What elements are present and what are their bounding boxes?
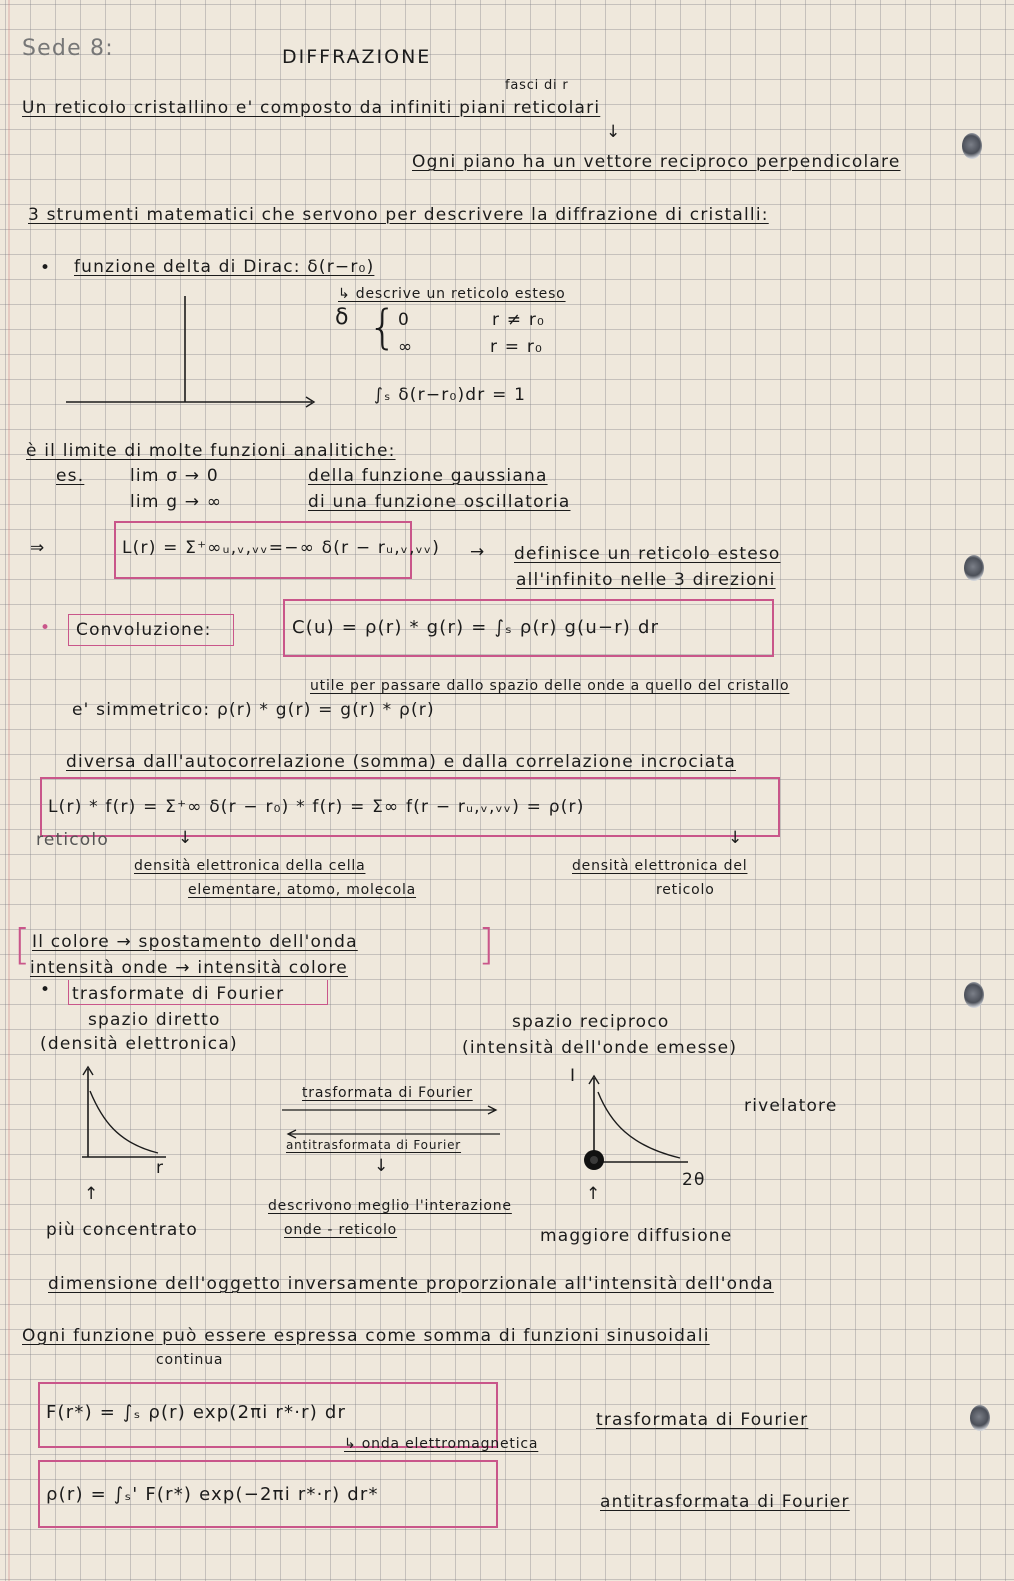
arrow-down: ↓ [178,828,194,848]
lesson-label: Sede 8: [22,36,114,61]
dimension-line: dimensione dell'oggetto inversamente proporzionale all'intensità dell'onda [48,1274,774,1294]
case2-value: ∞ [398,337,414,357]
fourier-title: trasformate di Fourier [72,984,285,1004]
arrow-down: ↓ [374,1156,390,1176]
binder-hole [962,133,982,159]
axis-2theta-label: 2θ [682,1170,706,1190]
lim2-desc: di una funzione oscillatoria [308,492,571,512]
space-recip-sub: (intensità dell'onde emesse) [462,1038,738,1058]
desc-interaction-1: descrivono meglio l'interazione [268,1198,512,1214]
axis-r-label: r [156,1158,165,1178]
dens-cell-1: densità elettronica della cella [134,858,366,874]
conv-title: Convoluzione: [76,620,212,640]
lattice-desc-1: definisce un reticolo esteso [514,544,781,564]
delta-symbol: δ [335,305,350,330]
lim1: lim σ → 0 [130,466,219,486]
aft-arrow-label: antitrasformata di Fourier [286,1138,462,1152]
binder-hole [964,555,984,581]
up-arrow: ↑ [84,1184,100,1204]
lattice-formula: L(r) = Σ⁺∞ᵤ,ᵥ,ᵥᵥ=−∞ δ(r − rᵤ,ᵥ,ᵥᵥ) [122,538,441,558]
lim2: lim g → ∞ [130,492,223,512]
direct-space-graph [78,1065,188,1180]
delta-graph [60,290,360,420]
dens-ret-2: reticolo [656,882,715,898]
bullet: • [40,980,52,1000]
tools-line: 3 strumenti matematici che servono per descrivere la diffrazione di cristalli: [28,205,769,225]
arrow-down: ↓ [606,122,622,142]
axis-I-label: I [570,1066,577,1086]
color-line-1: Il colore → spostamento dell'onda [32,932,358,952]
binder-hole [970,1405,990,1431]
arrow-down: ↓ [728,828,744,848]
bracket-right: ] [478,920,496,969]
more-diffusion: maggiore diffusione [540,1226,733,1246]
symmetric-line: e' simmetrico: ρ(r) * g(r) = g(r) * ρ(r) [72,700,435,720]
limit-title: è il limite di molte funzioni analitiche: [26,441,396,461]
implies-arrow: ⇒ [30,538,46,558]
ft-label: trasformata di Fourier [596,1410,809,1430]
bracket-left: [ [14,920,32,969]
delta-desc: ↳ descrive un reticolo esteso [338,286,566,302]
big-formula: L(r) * f(r) = Σ⁺∞ δ(r − r₀) * f(r) = Σ∞ f(r − rᵤ,ᵥ,ᵥᵥ) = ρ(r) [48,797,585,817]
lattice-arrow: → [470,542,486,562]
intro-line: Un reticolo cristallino e' composto da infiniti piani reticolari [22,98,601,118]
aft-formula: ρ(r) = ∫ₛ' F(r*) exp(−2πi r*·r) dr* [46,1484,379,1505]
case2-condition: r = r₀ [490,337,544,357]
reticolo-label: reticolo [36,830,109,850]
dens-ret-1: densità elettronica del [572,858,748,874]
continuous-note: continua [156,1352,224,1368]
more-concentrated: più concentrato [46,1220,198,1240]
em-wave-note: ↳ onda elettromagnetica [344,1436,539,1452]
case1-value: 0 [398,310,411,330]
case-brace: { [368,300,399,354]
delta-title: funzione delta di Dirac: δ(r−r₀) [74,257,375,277]
every-function-line: Ogni funzione può essere espressa come somma di funzioni sinusoidali [22,1326,710,1346]
detector-label: rivelatore [744,1096,838,1116]
bullet: • [40,258,52,278]
es-label: es. [56,466,85,486]
case1-condition: r ≠ r₀ [492,310,546,330]
space-recip: spazio reciproco [512,1012,670,1032]
page-title: DIFFRAZIONE [282,46,432,68]
differs-line: diversa dall'autocorrelazione (somma) e dalla correlazione incrociata [66,752,736,772]
lattice-desc-2: all'infinito nelle 3 direzioni [516,570,776,590]
aft-label: antitrasformata di Fourier [600,1492,850,1512]
dens-cell-2: elementare, atomo, molecola [188,882,417,898]
plane-vector-line: Ogni piano ha un vettore reciproco perpendicolare [412,152,901,172]
color-line-2: intensità onde → intensità colore [30,958,348,978]
intro-note: fasci di r [505,78,569,93]
up-arrow: ↑ [586,1184,602,1204]
ft-formula: F(r*) = ∫ₛ ρ(r) exp(2πi r*·r) dr [46,1402,347,1423]
lim1-desc: della funzione gaussiana [308,466,548,486]
bullet: • [40,618,52,638]
space-direct-sub: (densità elettronica) [40,1034,238,1054]
notebook-margin [8,0,10,1581]
ft-arrow [282,1106,512,1116]
reciprocal-space-graph [584,1070,704,1175]
ft-arrow-label: trasformata di Fourier [302,1085,473,1101]
binder-hole [964,982,984,1008]
conv-useful: utile per passare dallo spazio delle onde a quello del cristallo [310,678,790,694]
desc-interaction-2: onde - reticolo [284,1222,398,1238]
delta-integral: ∫ₛ δ(r−r₀)dr = 1 [374,385,527,405]
space-direct: spazio diretto [88,1010,221,1030]
conv-formula: C(u) = ρ(r) * g(r) = ∫ₛ ρ(r) g(u−r) dr [292,617,660,638]
